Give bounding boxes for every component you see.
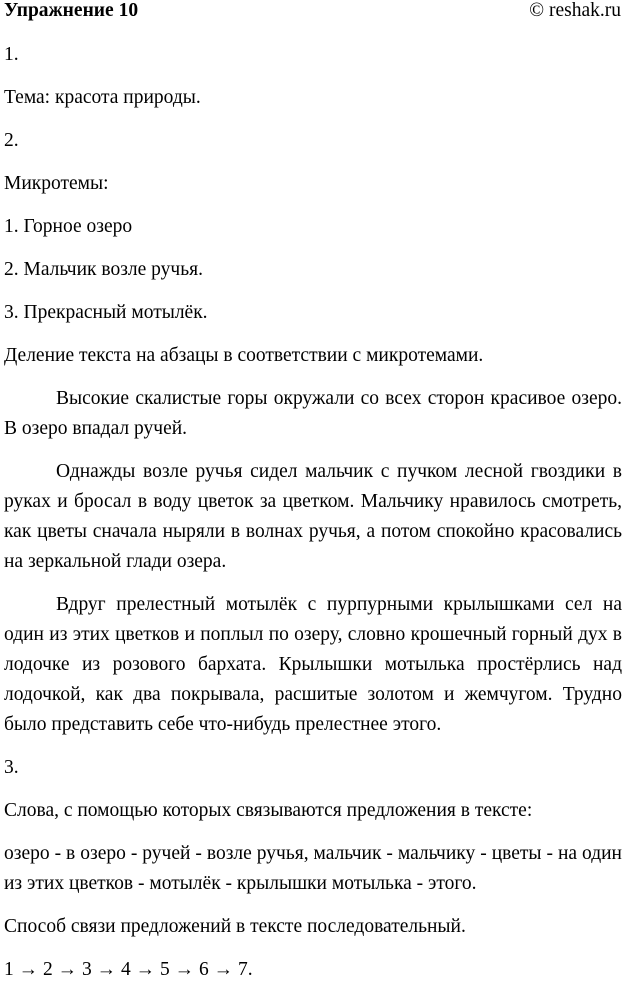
linking-words: озеро - в озеро - ручей - возле ручья, мальчик - мальчику - цветы - на один из этих цветков - мотылёк - крылышки мотылька - этого.: [4, 843, 622, 894]
sentence-chain: 1 → 2 → 3 → 4 → 5 → 6 → 7.: [4, 959, 253, 980]
links-label: Слова, с помощью которых связываются предложения в тексте:: [4, 800, 533, 821]
microtopics-label: Микротемы:: [4, 173, 109, 194]
source-watermark: © reshak.ru: [529, 0, 621, 21]
linking-method: Способ связи предложений в тексте последовательный.: [4, 916, 466, 937]
text-paragraph-2: Однажды возле ручья сидел мальчик с пучком лесной гвоздики в руках и бросал в воду цветок за цветком. Мальчику нравилось смотреть, как цветы сначала ныряли в волнах ручья, а потом спокойно красовались на зеркальной глади озера.: [4, 461, 622, 572]
text-paragraph-1: Высокие скалистые горы окружали со всех сторон красивое озеро. В озеро впадал ручей.: [4, 388, 622, 439]
section-number-2: 2.: [4, 130, 19, 151]
division-statement: Деление текста на абзацы в соответствии с микротемами.: [4, 345, 484, 366]
section-number-1: 1.: [4, 44, 19, 65]
microtopic-1: 1. Горное озеро: [4, 216, 133, 237]
exercise-title: Упражнение 10: [4, 0, 139, 21]
topic-line: Тема: красота природы.: [4, 87, 201, 108]
section-number-3: 3.: [4, 757, 19, 778]
page-header: [4, 0, 621, 26]
microtopic-2: 2. Мальчик возле ручья.: [4, 259, 203, 280]
microtopic-3: 3. Прекрасный мотылёк.: [4, 302, 208, 323]
answer-content: [4, 40, 622, 998]
text-paragraph-3: Вдруг прелестный мотылёк с пурпурными крылышками сел на один из этих цветков и поплыл по озеру, словно крошечный горный дух в лодочке из розового бархата. Крылышки мотылька простёрлись над лодочкой, как два покрывала, расшитые золотом и жемчугом. Трудно было представить себе что-нибудь прелестнее этого.: [4, 594, 622, 735]
